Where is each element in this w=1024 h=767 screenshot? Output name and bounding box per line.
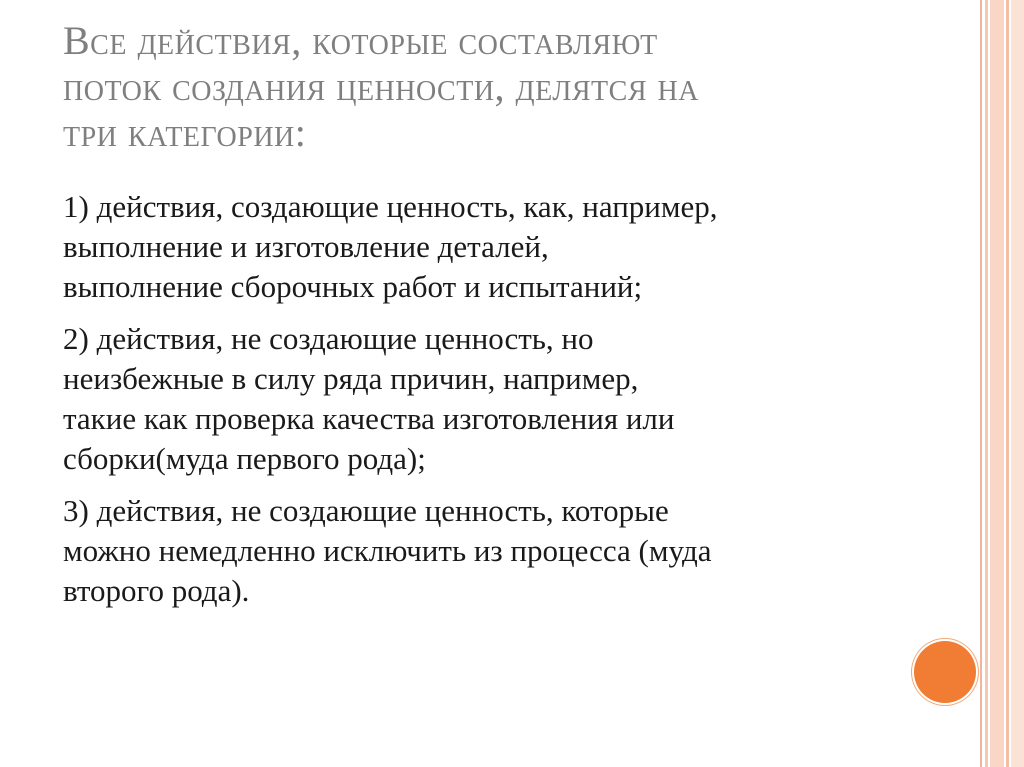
- item-line: второго рода).: [63, 573, 250, 608]
- title-line: Все действия, которые составляют: [63, 18, 658, 63]
- decorative-stripe: [980, 0, 982, 767]
- list-item: [63, 491, 943, 611]
- decorative-stripe: [985, 0, 988, 767]
- item-line: сборки(муда первого рода);: [63, 441, 426, 476]
- slide-body: [63, 187, 943, 623]
- item-line: неизбежные в силу ряда причин, например,: [63, 361, 639, 396]
- item-line: такие как проверка качества изготовления или: [63, 401, 675, 436]
- item-line: выполнение и изготовление деталей,: [63, 229, 549, 264]
- title-line: поток создания ценности, делятся на: [63, 64, 699, 109]
- decorative-stripe: [1011, 0, 1024, 767]
- item-line: можно немедленно исключить из процесса (муда: [63, 533, 712, 568]
- item-line: 2) действия, не создающие ценность, но: [63, 321, 594, 356]
- list-item: [63, 319, 943, 479]
- decorative-stripe: [1006, 0, 1009, 767]
- item-line: 3) действия, не создающие ценность, которые: [63, 493, 669, 528]
- list-item: [63, 187, 943, 307]
- item-line: 1) действия, создающие ценность, как, например,: [63, 189, 718, 224]
- title-line: три категории:: [63, 110, 307, 155]
- slide-title: [63, 18, 943, 156]
- item-line: выполнение сборочных работ и испытаний;: [63, 269, 643, 304]
- decorative-stripe: [990, 0, 1004, 767]
- decorative-circle-icon: [914, 641, 976, 703]
